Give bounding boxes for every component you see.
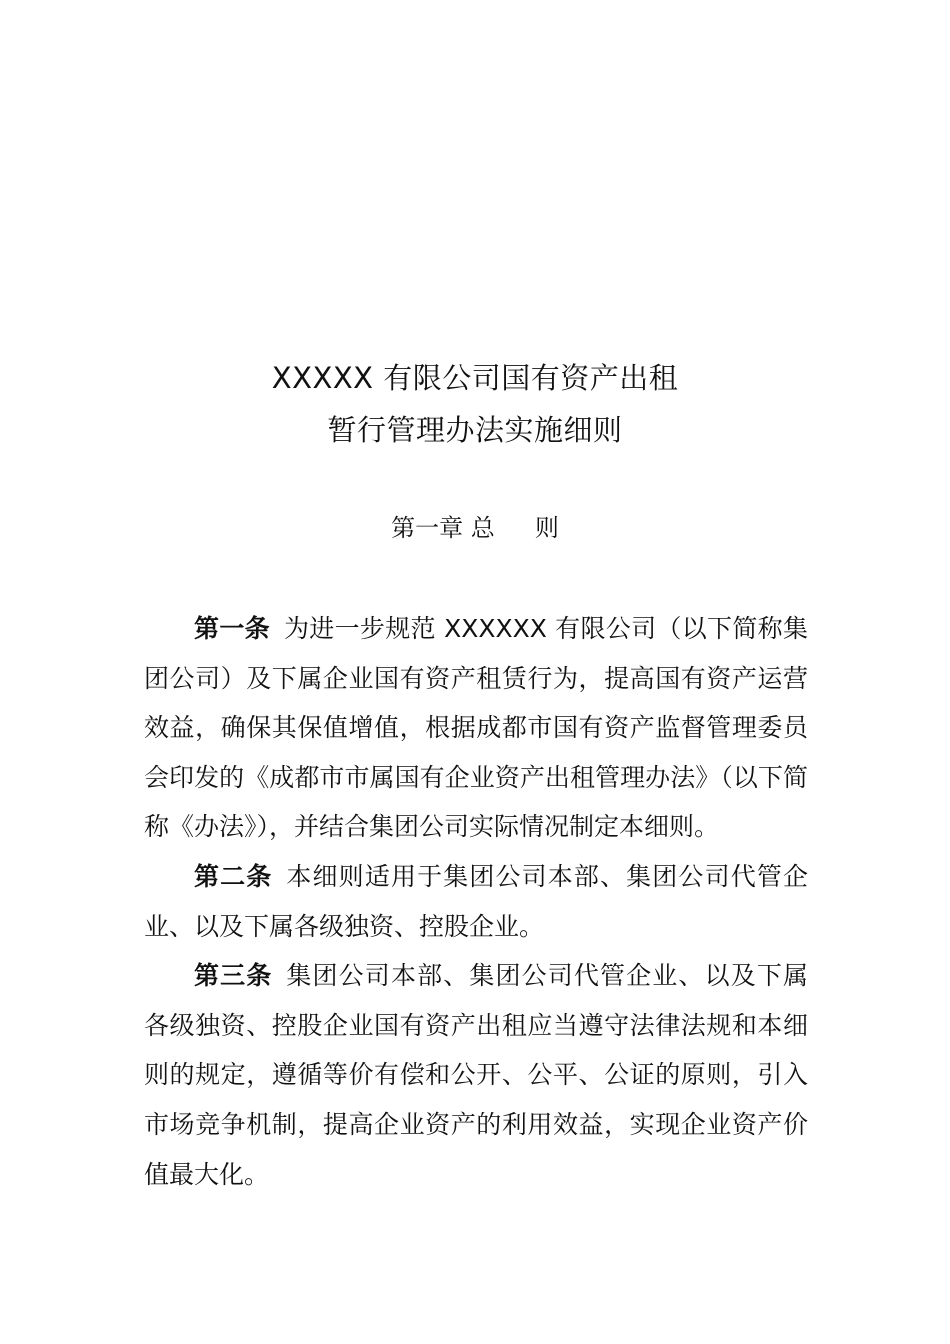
article-text: 为进一步规范 XXXXXX 有限公司（以下简称集团公司）及下属企业国有资产租赁行为，提高国有资产运营效益，确保其保值增值，根据成都市国有资产监督管理委员会印发的《成都市市属国有企业资产出租管理办法》（以下简称《办法》），并结合集团公司实际情况制定本细则。 — [144, 614, 808, 842]
article-3 — [144, 951, 808, 1199]
chapter-heading — [0, 506, 950, 550]
article-text: 本细则适用于集团公司本部、集团公司代管企业、以及下属各级独资、控股企业。 — [144, 861, 808, 941]
chapter-label-end: 则 — [534, 514, 559, 542]
title-line-2: 暂行管理办法实施细则 — [327, 413, 623, 447]
article-text: 集团公司本部、集团公司代管企业、以及下属各级独资、控股企业国有资产出租应当遵守法律法规和本细则的规定，遵循等价有偿和公开、公平、公证的原则，引入市场竞争机制，提高企业资产的利用效益，实现企业资产价值最大化。 — [144, 961, 808, 1189]
title-line-1: XXXXX 有限公司国有资产出租 — [271, 361, 679, 395]
document-body — [144, 604, 808, 1199]
article-label: 第二条 — [194, 861, 273, 891]
article-1 — [144, 604, 808, 852]
article-label: 第一条 — [194, 614, 270, 643]
article-label: 第三条 — [194, 961, 273, 991]
chapter-label: 第一章 总 — [391, 514, 495, 542]
article-2 — [144, 852, 808, 951]
document-title — [0, 352, 950, 456]
